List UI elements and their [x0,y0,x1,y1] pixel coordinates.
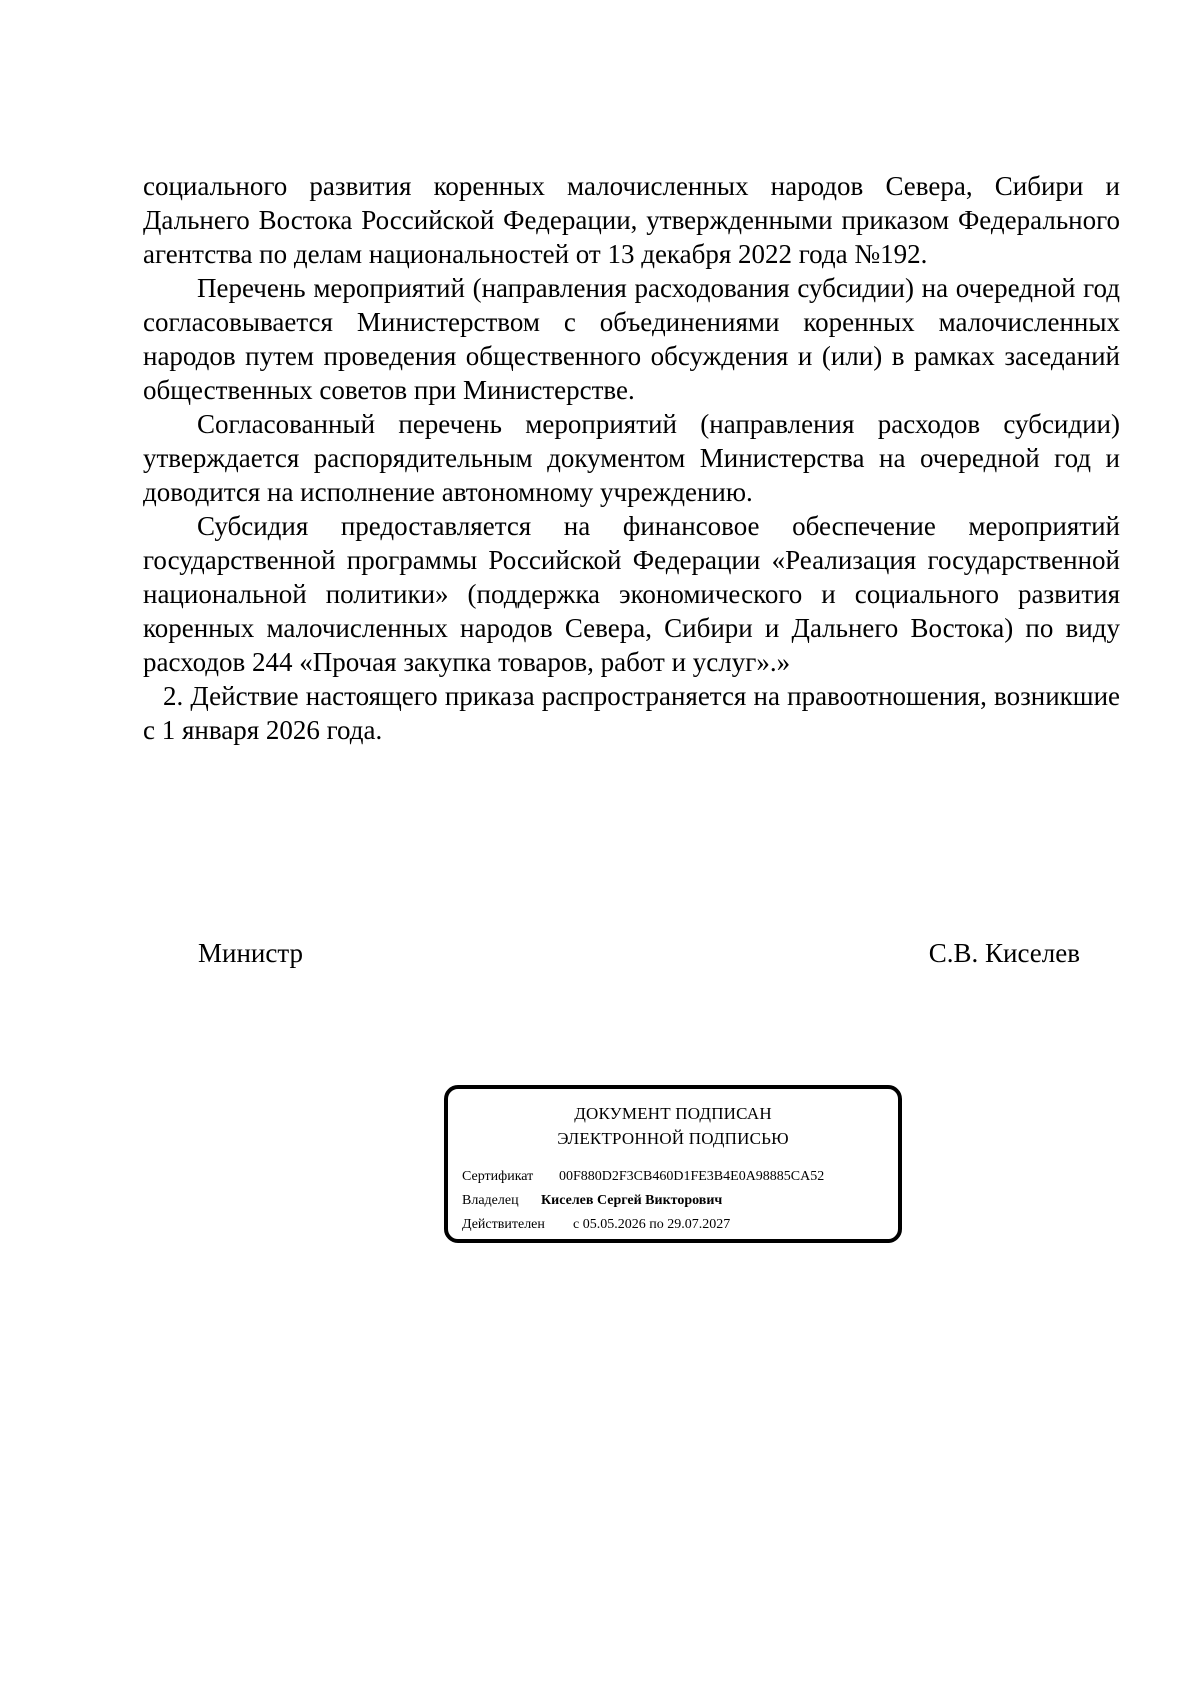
paragraph-1: социального развития коренных малочисленных народов Севера, Сибири и Дальнего Востока Российской Федерации, утвержденными приказом Федерального агентства по делам национальностей от 13 декабря 2022 года №192. [143,171,1120,269]
stamp-title-line-2: ЭЛЕКТРОННОЙ ПОДПИСЬЮ [557,1129,789,1148]
stamp-title-line-1: ДОКУМЕНТ ПОДПИСАН [574,1104,772,1123]
stamp-certificate-value: 00F880D2F3CB460D1FE3B4E0A98885CA52 [559,1169,825,1184]
electronic-signature-stamp [444,1085,902,1243]
paragraph-2: Перечень мероприятий (направления расходования субсидии) на очередной год согласовывается Министерством с объединениями коренных малочисленных народов путем проведения общественного обсуждения и (или) в рамках заседаний общественных советов при Министерстве. [143,273,1120,405]
stamp-owner-label: Владелец [462,1193,519,1208]
stamp-owner-row [462,1192,722,1210]
paragraph-item-2: 2. Действие настоящего приказа распространяется на правоотношения, возникшие с 1 января 2026 года. [143,681,1120,745]
signatory-position: Министр [198,938,303,968]
stamp-owner-value: Киселев Сергей Викторович [541,1193,723,1208]
paragraph-3: Согласованный перечень мероприятий (направления расходов субсидии) утверждается распорядительным документом Министерства на очередной год и доводится на исполнение автономному учреждению. [143,409,1120,507]
stamp-title [448,1101,898,1151]
stamp-validity-label: Действителен [462,1217,545,1232]
signatory-name: С.В. Киселев [928,938,1080,968]
stamp-validity-value: с 05.05.2026 по 29.07.2027 [573,1217,731,1232]
paragraph-4: Субсидия предоставляется на финансовое обеспечение мероприятий государственной программы Российской Федерации «Реализация государственной национальной политики» (поддержка экономического и социального развития коренных малочисленных народов Севера, Сибири и Дальнего Востока) по виду расходов 244 «Прочая закупка товаров, работ и услуг».» [143,511,1120,677]
stamp-certificate-row [462,1168,824,1186]
stamp-certificate-label: Сертификат [462,1169,534,1184]
document-body [143,169,1120,747]
stamp-validity-row [462,1216,730,1234]
